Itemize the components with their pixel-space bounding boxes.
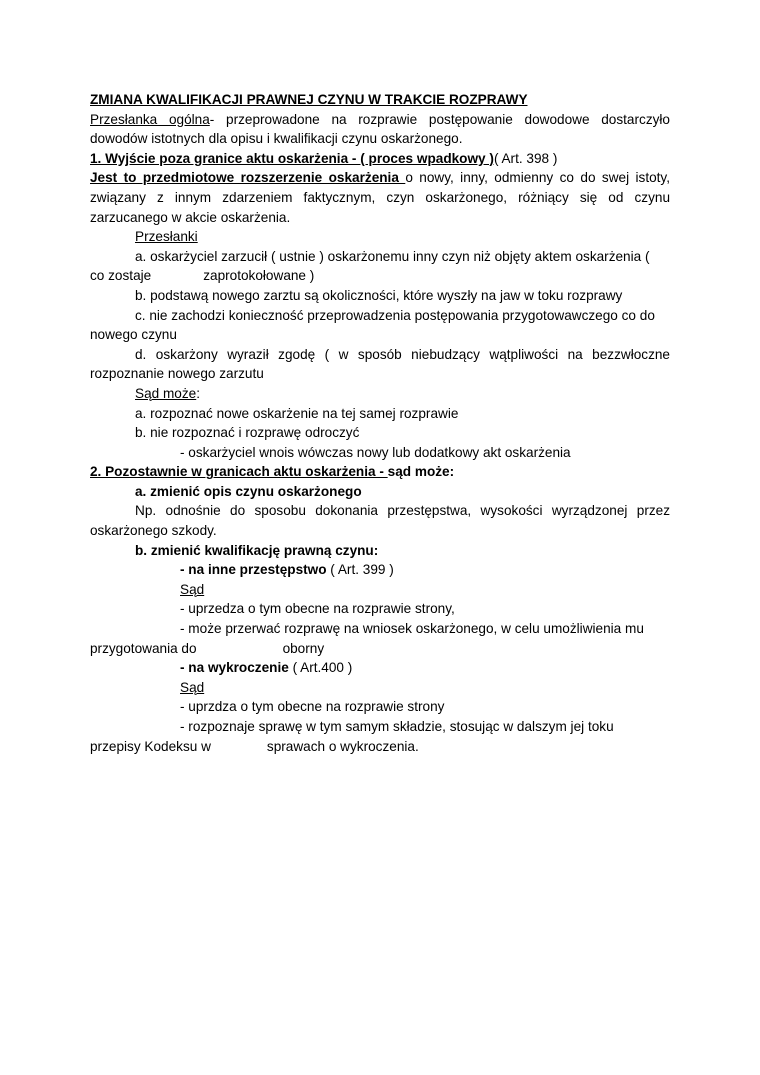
offense-item-2-line-1: - rozpoznaje sprawę w tym samym składzie, stosując w dalszym jej toku (180, 719, 614, 734)
premises-label: Przesłanki (135, 229, 198, 245)
offense-item-1: - uprzdza o tym obecne na rozprawie strony (180, 699, 445, 715)
premise-a-line-2 (90, 266, 670, 286)
section-1-article: ( Art. 398 ) (493, 150, 558, 166)
document-title: ZMIANA KWALIFIKACJI PRAWNEJ CZYNU W TRAKCIE ROZPRAWY (90, 92, 528, 107)
premise-c-line-1: c. nie zachodzi konieczność przeprowadzenia postępowania przygotowawczego co do (135, 307, 655, 323)
premises-heading (90, 227, 670, 247)
crime-item-2-line-1: - może przerwać rozprawę na wniosek oskarżonego, w celu umożliwienia mu (180, 621, 644, 637)
section-1-definition-bold: Jest to przedmiotowe rozszerzenie oskarżenia (90, 170, 406, 186)
section-1-title: 1. Wyjście poza granice aktu oskarżenia - ( proces wpadkowy ) (90, 150, 494, 166)
offense-heading (90, 658, 670, 678)
crime-item-2-part-2: oborny (282, 640, 325, 656)
court-may-label: Sąd może (135, 385, 197, 401)
section-1-definition-text: o nowy, inny, odmienny co do swej istoty, związany z innym zdarzeniem faktycznym, czyn oskarżonego, różniący się od czynu zarzucanego w akcie oskarżenia. (90, 170, 670, 225)
court-option-b-note: - oskarżyciel wnois wówczas nowy lub dodatkowy akt oskarżenia (180, 444, 571, 460)
crime-item-2-part-1: przygotowania do (90, 640, 197, 656)
section-1-definition (90, 168, 670, 227)
court-option-a: a. rozpoznać nowe oskarżenie na tej samej rozprawie (135, 405, 459, 421)
crime-item-2-line-2 (90, 639, 670, 659)
crime-article: ( Art. 399 ) (326, 562, 394, 578)
premise-d: d. oskarżony wyraził zgodę ( w sposób niebudzący wątpliwości na bezzwłoczne rozpoznanie nowego zarzutu (90, 346, 670, 382)
crime-item-1: - uprzedza o tym obecne na rozprawie strony, (180, 601, 455, 617)
premise-c-line-2: nowego czynu (90, 327, 177, 343)
section-2-heading (90, 462, 670, 482)
offense-item-2-part-2: sprawach o wykroczenia. (266, 738, 419, 754)
section-2-title-rest: sąd może: (387, 464, 455, 480)
section-2-a-text: Np. odnośnie do sposobu dokonania przestępstwa, wysokości wyrządzonej przez oskarżonego szkody. (90, 503, 670, 539)
court-may-heading (90, 384, 670, 404)
premise-a-part-2: zaprotokołowane ) (203, 268, 315, 284)
premise-a-part-1: co zostaje (90, 268, 152, 284)
court-may-colon: : (196, 385, 200, 401)
general-premise-label: Przesłanka ogólna (90, 111, 210, 127)
offense-item-2-line-2 (90, 737, 670, 757)
crime-court-heading (90, 580, 670, 600)
crime-heading (90, 560, 670, 580)
premise-b: b. podstawą nowego zarztu są okoliczności, które wyszły na jaw w toku rozprawy (135, 287, 623, 303)
general-premise (90, 110, 670, 149)
crime-court-label: Sąd (180, 581, 205, 597)
offense-court-heading (90, 678, 670, 698)
offense-item-2-part-1: przepisy Kodeksu w (90, 738, 211, 754)
offense-label: - na wykroczenie (180, 660, 289, 676)
document-body (90, 90, 670, 756)
section-2-a-heading: a. zmienić opis czynu oskarżonego (135, 483, 362, 499)
premise-a-line-1: a. oskarżyciel zarzucił ( ustnie ) oskarżonemu inny czyn niż objęty aktem oskarżenia ( (135, 248, 650, 264)
offense-court-label: Sąd (180, 679, 205, 695)
section-1-heading (90, 149, 670, 169)
court-option-b: b. nie rozpoznać i rozprawę odroczyć (135, 425, 360, 441)
section-2-b-heading: b. zmienić kwalifikację prawną czynu: (135, 542, 379, 558)
section-2-title: 2. Pozostawnie w granicach aktu oskarżenia - (90, 464, 388, 480)
offense-article: ( Art.400 ) (288, 660, 353, 676)
crime-label: - na inne przestępstwo (180, 562, 327, 578)
general-premise-text: - przeprowadone na rozprawie postępowanie dowodowe dostarczyło dowodów istotnych dla opisu i kwalifikacji czynu oskarżonego. (90, 111, 670, 147)
